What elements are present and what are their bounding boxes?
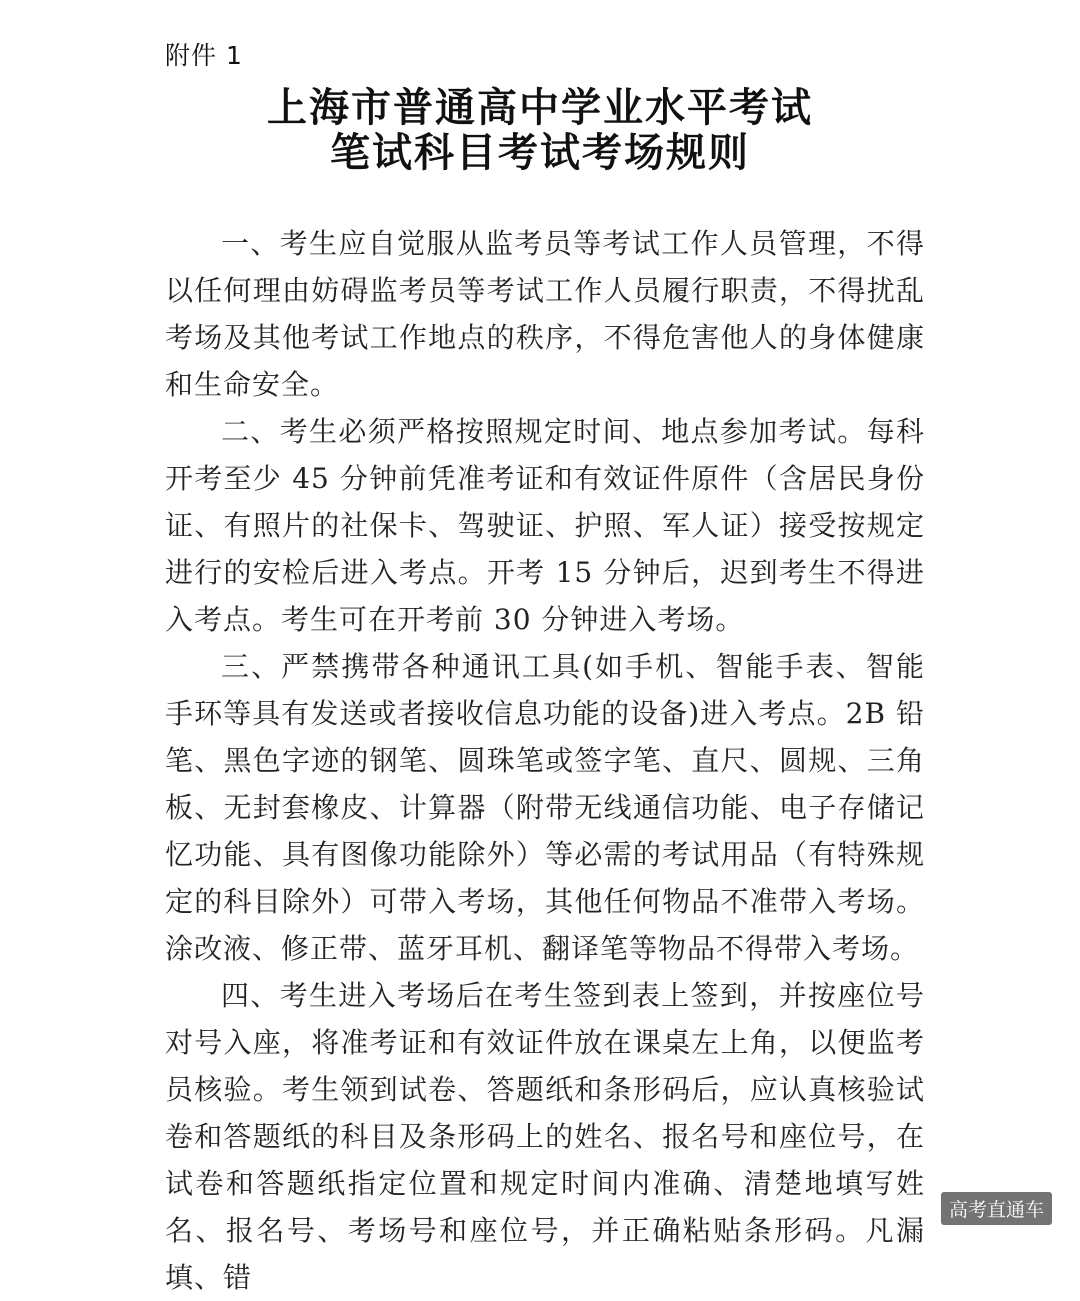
document-title-line-2: 笔试科目考试考场规则 <box>330 129 750 176</box>
rule-paragraph-3: 三、严禁携带各种通讯工具(如手机、智能手表、智能手环等具有发送或者接收信息功能的设备)进入考点。2B 铅笔、黑色字迹的钢笔、圆珠笔或签字笔、直尺、圆规、三角板、无封套橡皮、计算器（附带无线通信功能、电子存储记忆功能、具有图像功能除外）等必需的考试用品（有特殊规定的科目除外）可带入考场，其他任何物品不准带入考场。涂改液、修正带、蓝牙耳机、翻译笔等物品不得带入考场。 <box>165 650 925 965</box>
rule-paragraph-4: 四、考生进入考场后在考生签到表上签到，并按座位号对号入座，将准考证和有效证件放在课桌左上角，以便监考员核验。考生领到试卷、答题纸和条形码后，应认真核验试卷和答题纸的科目及条形码上的姓名、报名号和座位号，在试卷和答题纸指定位置和规定时间内准确、清楚地填写姓名、报名号、考场号和座位号，并正确粘贴条形码。凡漏填、错 <box>165 979 925 1294</box>
source-watermark: 高考直通车 <box>941 1192 1052 1225</box>
document-body <box>165 220 925 1301</box>
rule-paragraph-2: 二、考生必须严格按照规定时间、地点参加考试。每科开考至少 45 分钟前凭准考证和有效证件原件（含居民身份证、有照片的社保卡、驾驶证、护照、军人证）接受按规定进行的安检后进入考点。开考 15 分钟后，迟到考生不得进入考点。考生可在开考前 30 分钟进入考场。 <box>165 415 925 636</box>
document-title-line-1: 上海市普通高中学业水平考试 <box>267 84 813 131</box>
rule-paragraph-1: 一、考生应自觉服从监考员等考试工作人员管理，不得以任何理由妨碍监考员等考试工作人员履行职责，不得扰乱考场及其他考试工作地点的秩序，不得危害他人的身体健康和生命安全。 <box>165 227 925 401</box>
attachment-label: 附件 1 <box>165 41 243 70</box>
